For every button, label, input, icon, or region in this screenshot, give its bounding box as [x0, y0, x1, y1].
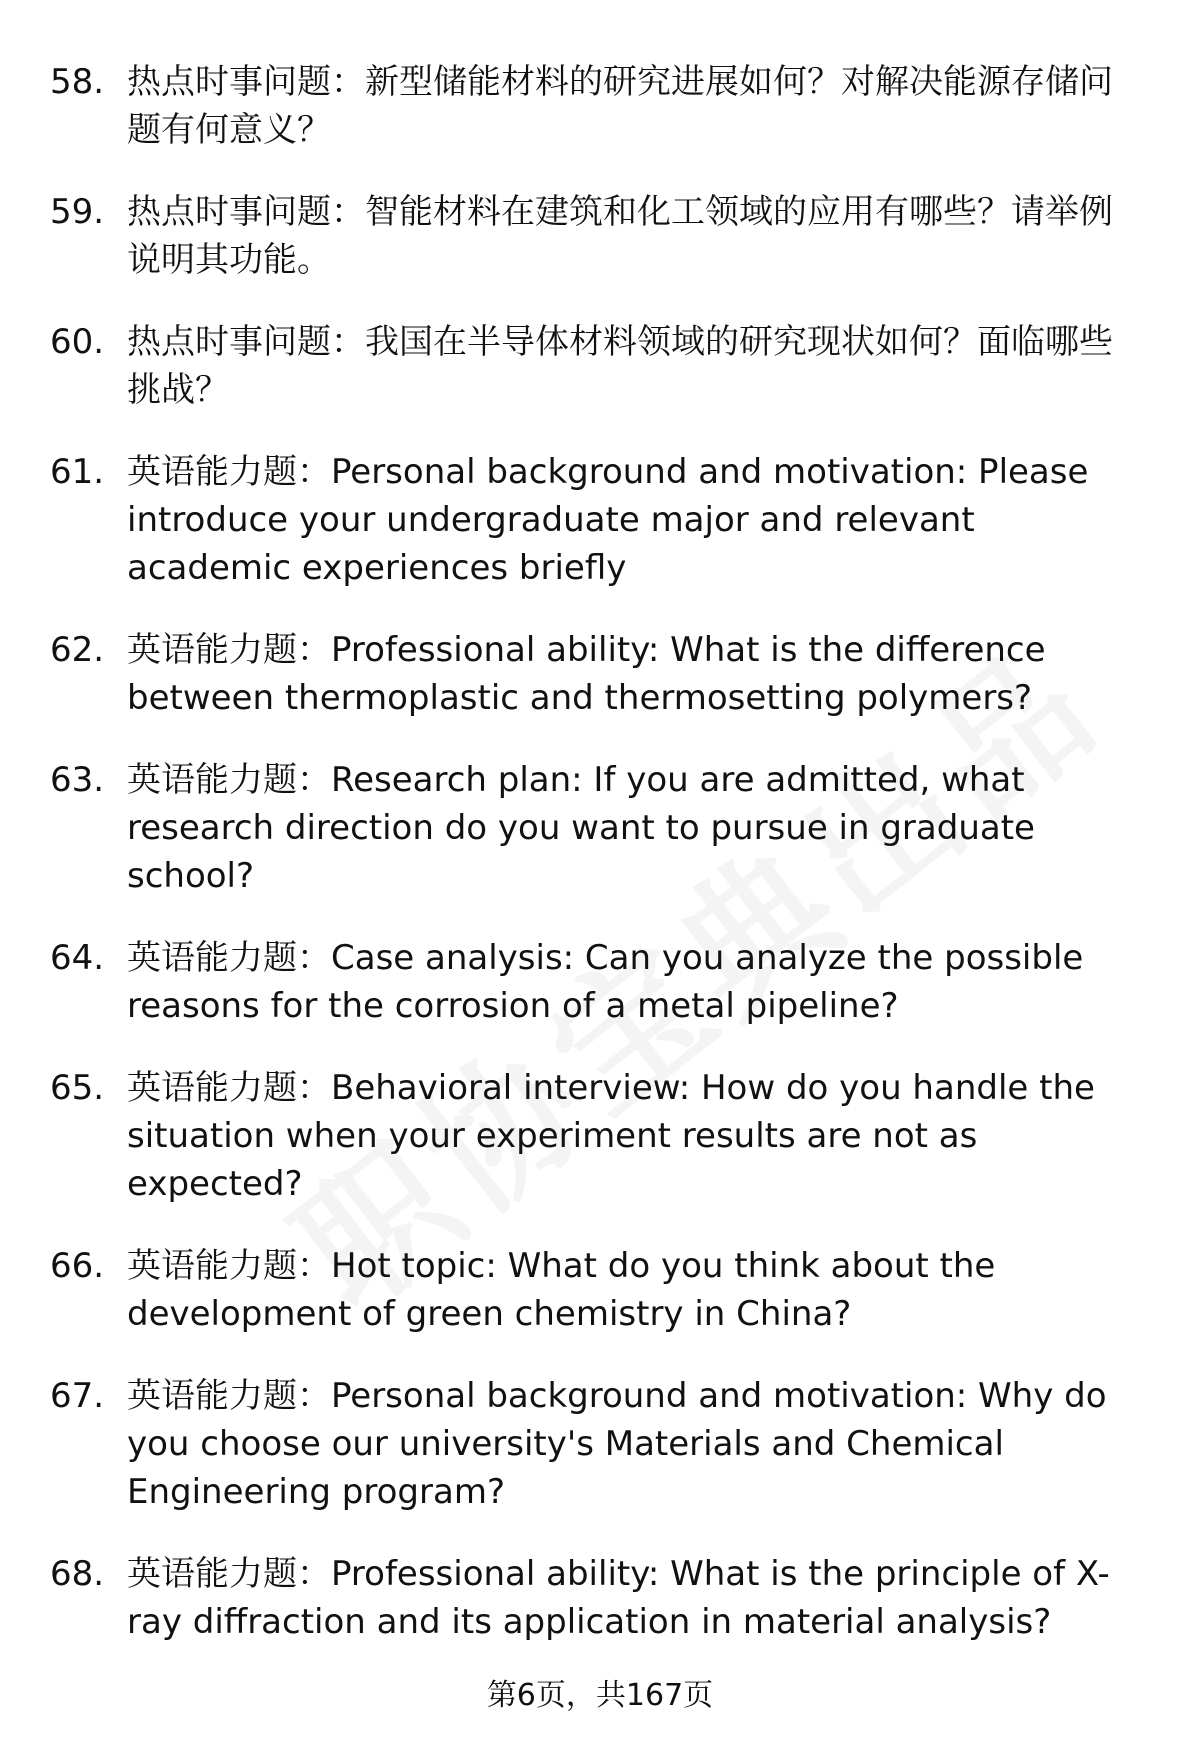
- question-item: [50, 448, 1145, 592]
- question-item: [50, 1550, 1145, 1646]
- question-item: [50, 58, 1145, 154]
- question-number: 59.: [50, 192, 105, 232]
- question-number: 63.: [50, 760, 105, 800]
- question-text: 热点时事问题：新型储能材料的研究进展如何？对解决能源存储问题有何意义？: [127, 62, 1113, 150]
- question-text: 英语能力题：Professional ability: What is the difference between thermoplastic and thermosetting polymers?: [127, 630, 1046, 718]
- question-text: 英语能力题：Behavioral interview: How do you handle the situation when your experiment results are not as expected?: [127, 1068, 1095, 1204]
- question-item: [50, 1242, 1145, 1338]
- question-number: 61.: [50, 452, 105, 492]
- question-number: 68.: [50, 1554, 105, 1594]
- question-text: 英语能力题：Personal background and motivation: Why do you choose our university's Materials and Chemical Engineering program?: [127, 1376, 1107, 1512]
- page-footer: [0, 1676, 1200, 1716]
- question-item: [50, 626, 1145, 722]
- question-text: 英语能力题：Research plan: If you are admitted, what research direction do you want to pursue in graduate school?: [127, 760, 1035, 896]
- question-text: 热点时事问题：我国在半导体材料领域的研究现状如何？面临哪些挑战？: [127, 322, 1113, 410]
- question-item: [50, 1372, 1145, 1516]
- question-number: 67.: [50, 1376, 105, 1416]
- question-number: 62.: [50, 630, 105, 670]
- question-item: [50, 318, 1145, 414]
- question-number: 60.: [50, 322, 105, 362]
- question-item: [50, 1064, 1145, 1208]
- question-number: 58.: [50, 62, 105, 102]
- question-item: [50, 756, 1145, 900]
- question-text: 英语能力题：Personal background and motivation: Please introduce your undergraduate major and relevant academic experiences briefly: [127, 452, 1089, 588]
- page-number-label: 第6页，共167页: [486, 1678, 714, 1713]
- question-text: 英语能力题：Case analysis: Can you analyze the possible reasons for the corrosion of a metal pipeline?: [127, 938, 1084, 1026]
- question-item: [50, 188, 1145, 284]
- question-number: 64.: [50, 938, 105, 978]
- question-list: [50, 58, 1145, 1680]
- question-item: [50, 934, 1145, 1030]
- question-number: 66.: [50, 1246, 105, 1286]
- question-text: 热点时事问题：智能材料在建筑和化工领域的应用有哪些？请举例说明其功能。: [127, 192, 1113, 280]
- question-text: 英语能力题：Hot topic: What do you think about the development of green chemistry in China?: [127, 1246, 996, 1334]
- question-text: 英语能力题：Professional ability: What is the principle of X-ray diffraction and its application in material analysis?: [127, 1554, 1110, 1642]
- question-number: 65.: [50, 1068, 105, 1108]
